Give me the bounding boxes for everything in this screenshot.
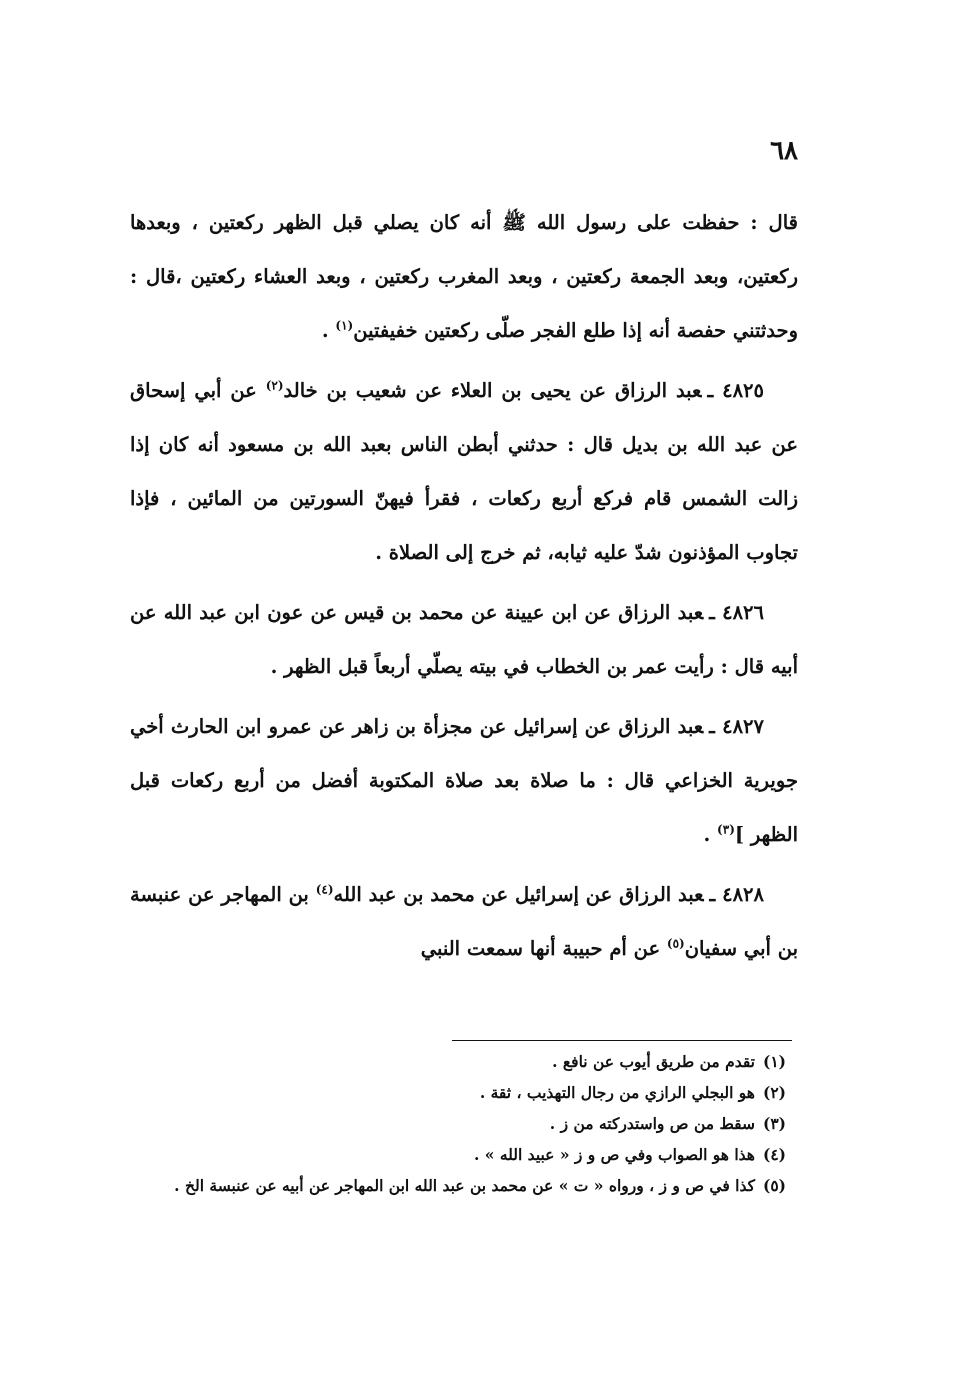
hadith-number: ٤٨٢٨ ـ (709, 883, 764, 906)
hadith-text: عن أم حبيبة أنها سمعت النبي (420, 937, 667, 960)
hadith-text: . (703, 823, 718, 846)
footnote-ref: (٤) (315, 882, 334, 897)
footnote-marker: (٤) (762, 1145, 786, 1164)
main-text (130, 196, 798, 982)
intro-paragraph (130, 196, 798, 358)
footnote-text: سقط من ص واستدركته من ز . (549, 1114, 755, 1133)
hadith-4825 (130, 364, 798, 580)
footnote-marker: (٢) (762, 1083, 786, 1102)
page-number: ٦٨ (770, 136, 798, 166)
hadith-number: ٤٨٢٧ ـ (709, 715, 764, 738)
hadith-text: عن أبي إسحاق عن عبد الله بن بديل قال : حدثني أبطن الناس بعبد الله بن مسعود أنه كان إذا زالت الشمس قام فركع أربع ركعات ، فقرأ فيهنّ السورتين من المائين ، فإذا تجاوب المؤذنون شدّ عليه ثيابه، ثم خرج إلى الصلاة . (130, 379, 798, 564)
hadith-4827 (130, 700, 798, 862)
footnotes (126, 1046, 786, 1201)
footnote-2 (126, 1077, 786, 1108)
footnote-text: هو البجلي الرازي من رجال التهذيب ، ثقة . (479, 1083, 755, 1102)
footnote-divider (452, 1040, 792, 1041)
hadith-4828 (130, 868, 798, 976)
footnote-3 (126, 1108, 786, 1139)
hadith-number: ٤٨٢٥ ـ (707, 379, 764, 402)
footnote-marker: (٥) (762, 1176, 786, 1195)
hadith-number: ٤٨٢٦ ـ (709, 601, 764, 624)
footnote-ref: (٢) (265, 378, 284, 393)
footnote-1 (126, 1046, 786, 1077)
hadith-text: عبد الرزاق عن إسرائيل عن مجزأة بن زاهر عن عمرو ابن الحارث أخي جويرية الخزاعي قال : ما صلاة بعد صلاة المكتوبة أفضل من أربع ركعات قبل الظهر ] (130, 715, 798, 846)
footnote-5 (126, 1170, 786, 1201)
hadith-4826 (130, 586, 798, 694)
intro-end: . (321, 319, 336, 342)
hadith-text: عبد الرزاق عن إسرائيل عن محمد بن عبد الله (333, 883, 704, 906)
footnote-text: كذا في ص و ز ، ورواه « ت » عن محمد بن عبد الله ابن المهاجر عن أبيه عن عنبسة الخ . (174, 1176, 755, 1195)
footnote-marker: (١) (762, 1052, 786, 1071)
footnote-text: هذا هو الصواب وفي ص و ز « عبيد الله » . (473, 1145, 755, 1164)
footnote-4 (126, 1139, 786, 1170)
footnote-text: تقدم من طريق أيوب عن نافع . (552, 1052, 755, 1071)
intro-text: قال : حفظت على رسول الله ﷺ أنه كان يصلي قبل الظهر ركعتين ، وبعدها ركعتين، وبعد الجمعة ركعتين ، وبعد المغرب ركعتين ، وبعد العشاء ركعتين ،قال : وحدثتني حفصة أنه إذا طلع الفجر صلّى ركعتين خفيفتين (130, 211, 798, 342)
hadith-text: بن المهاجر عن عنبسة بن أبي سفيان (130, 883, 798, 960)
hadith-text: عبد الرزاق عن يحيى بن العلاء عن شعيب بن خالد (283, 379, 702, 402)
footnote-ref: (٥) (666, 936, 685, 951)
footnote-ref: (٣) (717, 822, 735, 837)
hadith-text: عبد الرزاق عن ابن عيينة عن محمد بن قيس عن عون ابن عبد الله عن أبيه قال : رأيت عمر بن الخطاب في بيته يصلّي أربعاً قبل الظهر . (130, 601, 798, 678)
footnote-marker: (٣) (762, 1114, 786, 1133)
footnote-ref: (١) (335, 318, 354, 333)
